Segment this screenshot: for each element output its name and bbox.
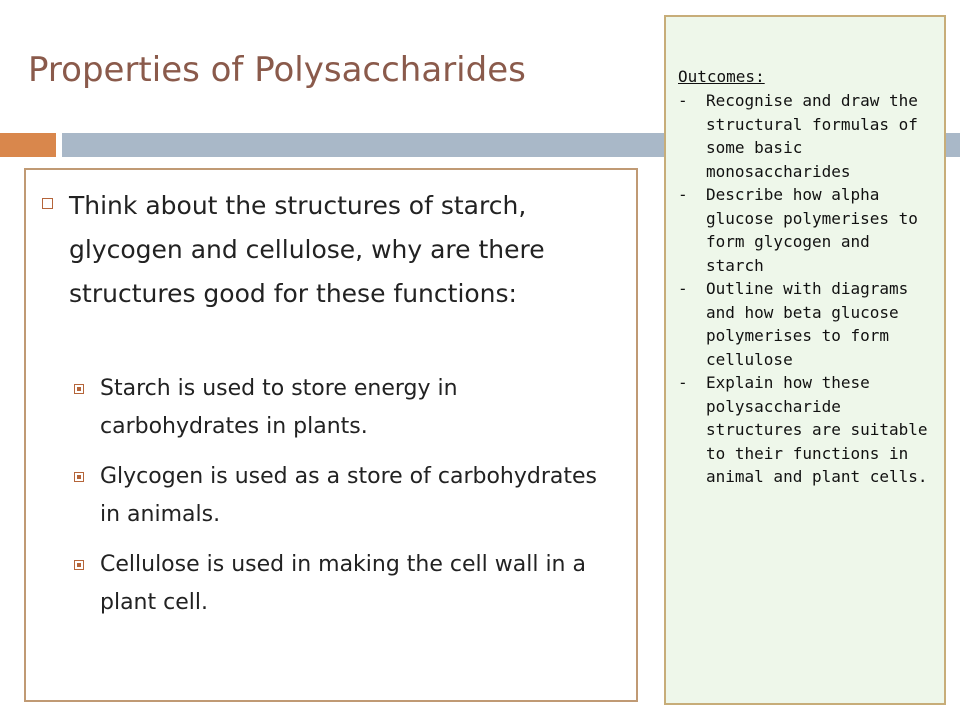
slide-title: Properties of Polysaccharides <box>28 50 526 90</box>
main-bullet <box>42 184 622 316</box>
outcome-item <box>678 371 934 489</box>
outcome-dash: - <box>678 279 688 298</box>
filled-square-bullet-icon <box>74 472 84 482</box>
outcome-dash: - <box>678 91 688 110</box>
outcome-item <box>678 183 934 277</box>
outcome-text: Recognise and draw the structural formulas of some basic monosaccharides <box>706 91 918 181</box>
sub-bullet-text: Cellulose is used in making the cell wall in a plant cell. <box>100 552 586 615</box>
sub-bullet-glycogen <box>74 458 614 534</box>
sub-bullet-text: Starch is used to store energy in carbohydrates in plants. <box>100 376 458 439</box>
title-accent-bar-orange <box>0 133 56 157</box>
outcome-item <box>678 277 934 371</box>
sub-bullet-starch <box>74 370 614 446</box>
outcome-item <box>678 89 934 183</box>
sub-bullet-text: Glycogen is used as a store of carbohydrates in animals. <box>100 464 598 527</box>
outcomes-panel <box>664 15 946 705</box>
sub-bullet-cellulose <box>74 546 614 622</box>
outcomes-list <box>678 89 934 489</box>
outcome-text: Explain how these polysaccharide structures are suitable to their functions in animal and plant cells. <box>706 373 928 486</box>
filled-square-bullet-icon <box>74 560 84 570</box>
main-bullet-text: Think about the structures of starch, glycogen and cellulose, why are there structures good for these functions: <box>69 191 545 308</box>
outcome-text: Outline with diagrams and how beta glucose polymerises to form cellulose <box>706 279 909 369</box>
filled-square-bullet-icon <box>74 384 84 394</box>
outcome-dash: - <box>678 373 688 392</box>
outcomes-heading: Outcomes: <box>678 67 765 86</box>
hollow-square-bullet-icon <box>42 198 53 209</box>
sub-bullet-list <box>74 370 614 634</box>
outcome-dash: - <box>678 185 688 204</box>
outcome-text: Describe how alpha glucose polymerises to form glycogen and starch <box>706 185 918 275</box>
content-panel <box>24 168 638 702</box>
